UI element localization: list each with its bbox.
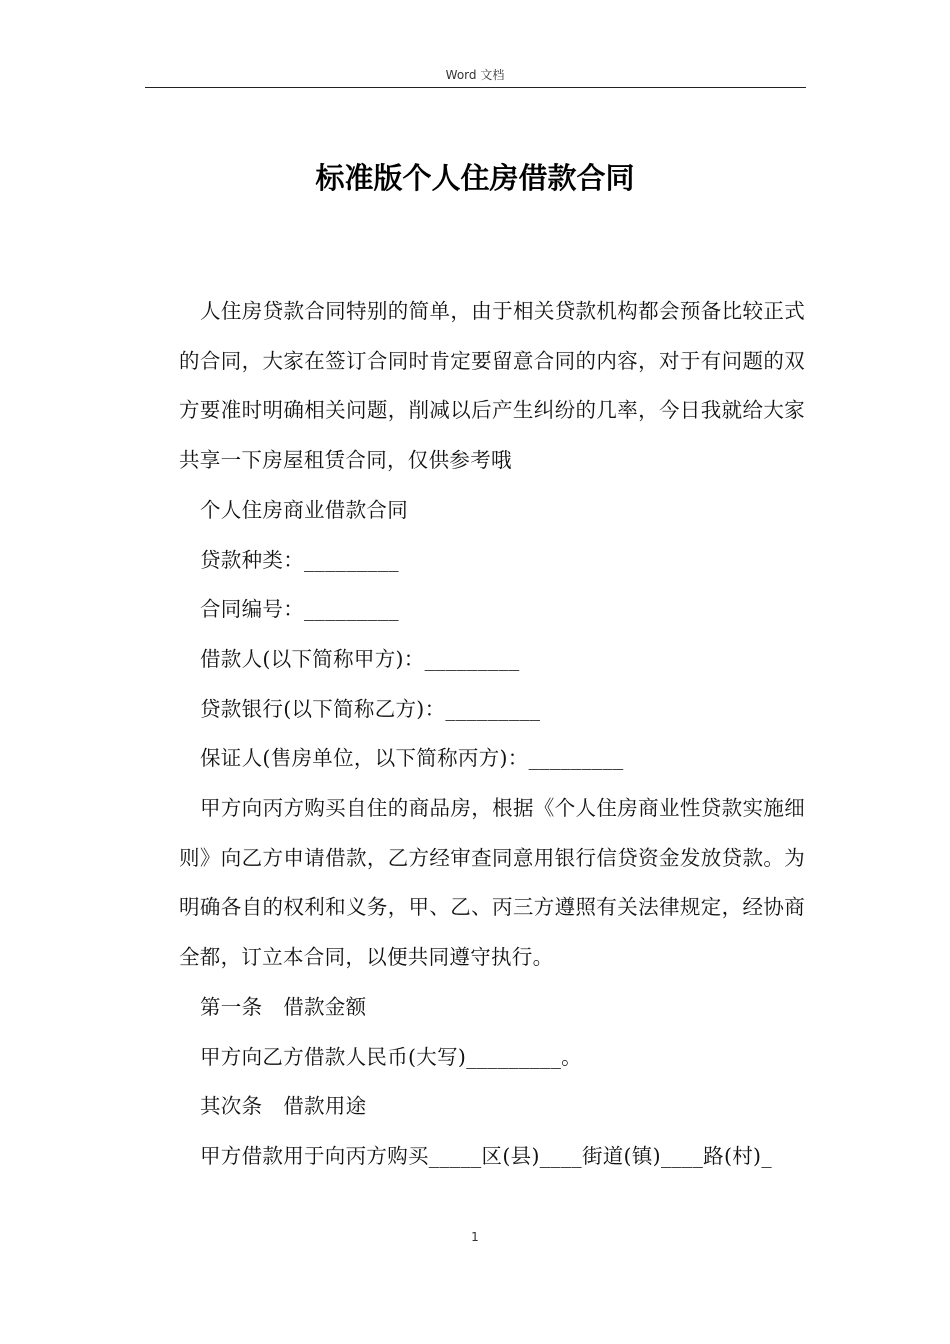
loan-type-field: 贷款种类：_________ — [200, 547, 399, 572]
contract-number-field: 合同编号：_________ — [200, 597, 399, 622]
article-2-text: 甲方借款用于向丙方购买_____区(县)____街道(镇)____路(村)_ — [200, 1143, 772, 1168]
contract-name: 个人住房商业借款合同 — [200, 497, 408, 522]
preamble-paragraph: 甲方向丙方购买自住的商品房，根据《个人住房商业性贷款实施细则》向乙方申请借款，乙方经审查同意用银行信贷资金发放贷款。为明确各自的权利和义务，甲、乙、丙三方遵照有关法律规定，经协商全都，订立本合同，以便共同遵守执行。 — [179, 796, 805, 970]
intro-paragraph: 人住房贷款合同特别的简单，由于相关贷款机构都会预备比较正式的合同，大家在签订合同时肯定要留意合同的内容，对于有问题的双方要准时明确相关问题，削减以后产生纠纷的几率，今日我就给大家共享一下房屋租赁合同，仅供参考哦 — [179, 299, 805, 473]
page-header: Word 文档 — [445, 68, 505, 82]
lender-bank-field: 贷款银行(以下简称乙方)：_________ — [200, 696, 541, 721]
document-title: 标准版个人住房借款合同 — [315, 161, 635, 195]
article-1-text: 甲方向乙方借款人民币(大写)_________。 — [200, 1044, 582, 1069]
document-body — [179, 287, 805, 1182]
article-2-heading: 其次条 借款用途 — [200, 1094, 367, 1119]
header-divider — [145, 87, 806, 88]
guarantor-field: 保证人(售房单位，以下简称丙方)：_________ — [200, 746, 624, 771]
article-1-heading: 第一条 借款金额 — [200, 994, 367, 1019]
page-number: 1 — [471, 1230, 479, 1244]
borrower-field: 借款人(以下简称甲方)：_________ — [200, 646, 520, 671]
